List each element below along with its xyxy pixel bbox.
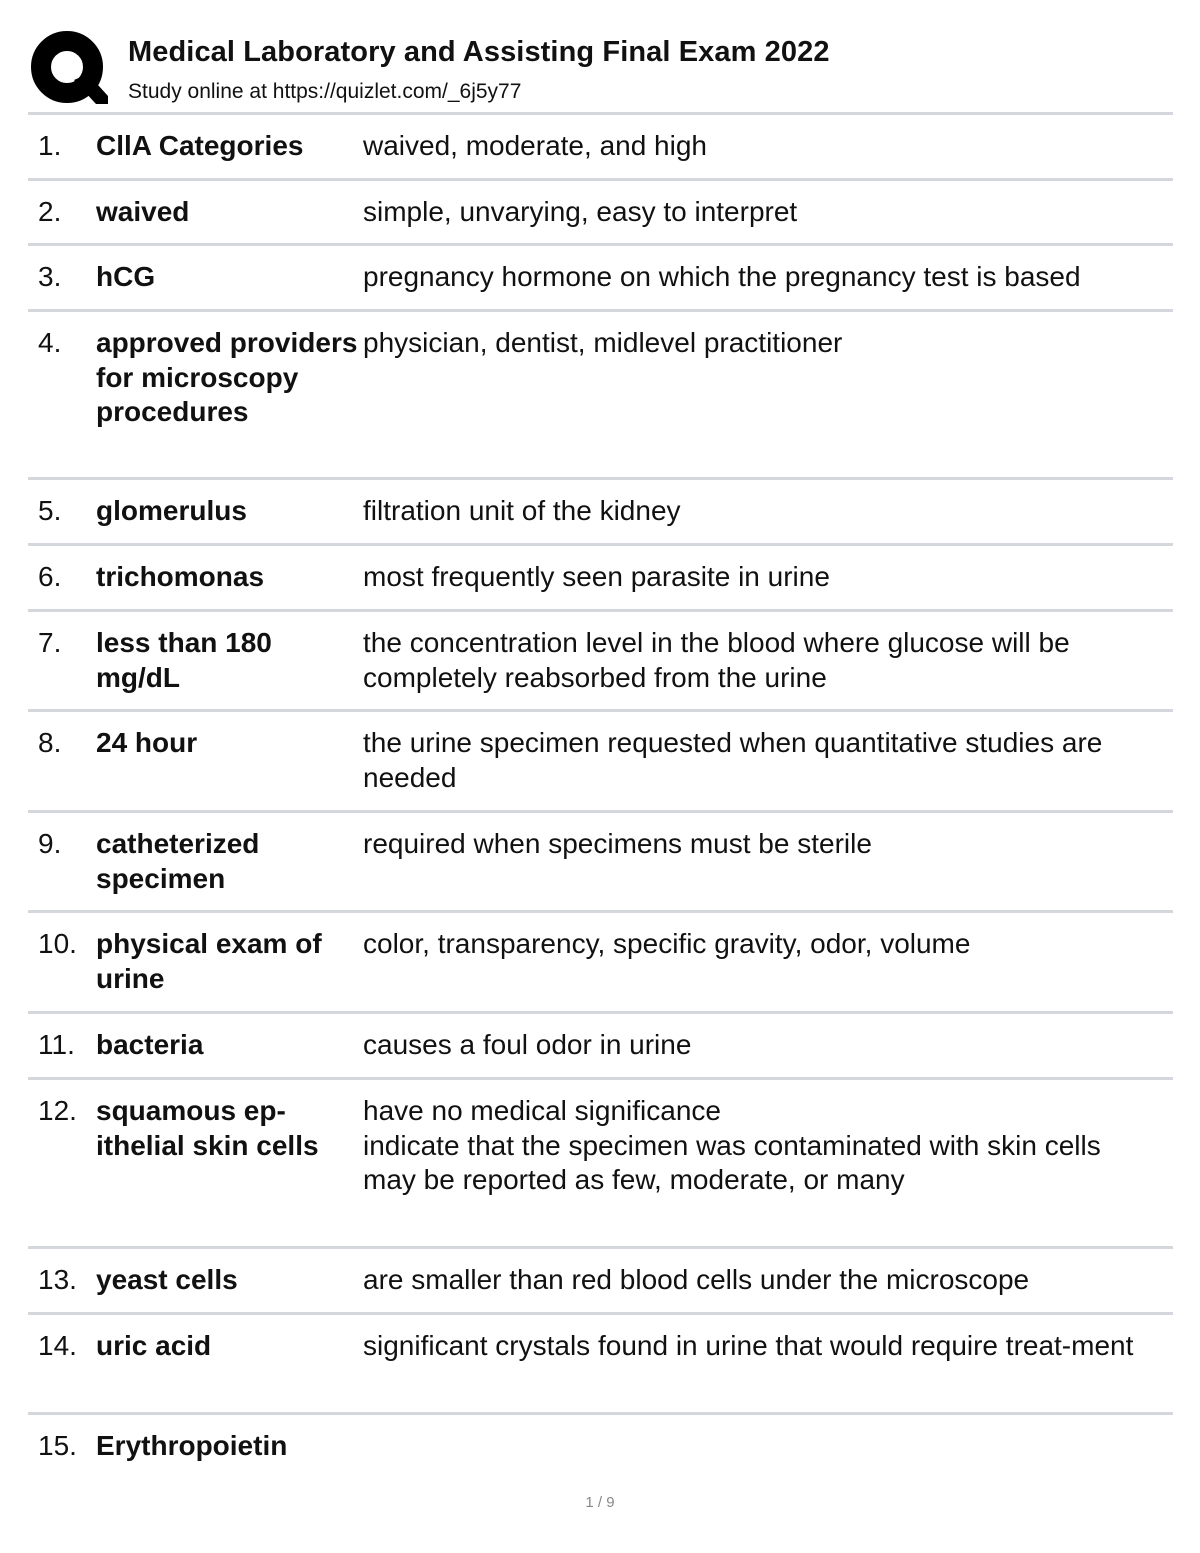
card-definition [363, 129, 1163, 164]
definition-line: simple, unvarying, easy to interpret [363, 196, 798, 227]
quizlet-q-logo-icon [30, 30, 108, 108]
card-number: 4. [38, 327, 62, 358]
definition-line: the urine specimen requested when quantitative studies are needed [363, 727, 1111, 793]
flashcard-row [28, 477, 1173, 543]
card-definition [363, 626, 1163, 695]
definition-line: are smaller than red blood cells under the microscope [363, 1264, 1030, 1295]
card-number: 15. [38, 1430, 77, 1461]
card-definition [363, 1094, 1163, 1198]
definition-line: most frequently seen parasite in urine [363, 561, 830, 592]
flashcard-row [28, 112, 1173, 178]
card-number: 3. [38, 261, 62, 292]
card-definition [363, 494, 1163, 529]
definition-line: indicate that the specimen was contaminated with skin cells [363, 1129, 1101, 1161]
card-term: CllA Categories [96, 130, 304, 161]
card-number: 9. [38, 828, 62, 859]
card-number: 8. [38, 727, 62, 758]
definition-line: pregnancy hormone on which the pregnancy test is based [363, 261, 1081, 292]
card-term: physical exam of urine [96, 928, 322, 994]
definition-line: required when specimens must be sterile [363, 828, 872, 859]
definition-line: the concentration level in the blood where glucose will be completely reabsorbed from the urine [363, 627, 1078, 693]
card-term: catheterized specimen [96, 828, 260, 894]
card-term: 24 hour [96, 727, 198, 758]
card-number: 6. [38, 561, 62, 592]
card-number: 1. [38, 130, 62, 161]
definition-line: may be reported as few, moderate, or many [363, 1164, 905, 1195]
card-number: 5. [38, 495, 62, 526]
flashcard-row [28, 1011, 1173, 1077]
card-definition [363, 326, 1163, 361]
card-number: 14. [38, 1330, 77, 1361]
card-definition [363, 195, 1163, 230]
page-header [30, 30, 1175, 110]
card-definition [363, 927, 1163, 962]
card-term: hCG [96, 261, 156, 292]
flashcard-row [28, 309, 1173, 477]
card-term: squamous ep-ithelial skin cells [96, 1095, 319, 1161]
definition-line: have no medical significance [363, 1095, 721, 1126]
flashcard-row [28, 609, 1173, 709]
card-term: waived [96, 196, 190, 227]
card-number: 2. [38, 196, 62, 227]
flashcard-row [28, 543, 1173, 609]
card-term: trichomonas [96, 561, 265, 592]
card-term: bacteria [96, 1029, 204, 1060]
card-term: uric acid [96, 1330, 212, 1361]
page-number: 1 / 9 [585, 1494, 615, 1511]
card-term: less than 180 mg/dL [96, 627, 272, 693]
flashcard-row [28, 910, 1173, 1011]
definition-line: filtration unit of the kidney [363, 495, 681, 526]
flashcard-row [28, 178, 1173, 243]
flashcard-row [28, 810, 1173, 910]
card-number: 12. [38, 1095, 77, 1126]
card-definition [363, 1028, 1163, 1063]
card-definition [363, 726, 1163, 795]
definition-line: significant crystals found in urine that would require treat-ment [363, 1330, 1134, 1361]
card-term: yeast cells [96, 1264, 238, 1295]
study-link-text: Study online at https://quizlet.com/_6j5y77 [128, 80, 522, 103]
definition-line: causes a foul odor in urine [363, 1029, 692, 1060]
card-number: 7. [38, 627, 62, 658]
card-definition [363, 260, 1163, 295]
card-definition [363, 560, 1163, 595]
definition-line: waived, moderate, and high [363, 130, 707, 161]
card-number: 10. [38, 928, 77, 959]
flashcard-row [28, 709, 1173, 810]
card-definition [363, 1263, 1163, 1298]
card-term: Erythropoietin [96, 1430, 288, 1461]
card-term: approved providers for microscopy procedures [96, 327, 358, 427]
page-title: Medical Laboratory and Assisting Final Exam 2022 [128, 36, 830, 68]
flashcard-row [28, 1077, 1173, 1246]
flashcard-row [28, 243, 1173, 309]
definition-line: physician, dentist, midlevel practitioner [363, 327, 843, 358]
card-definition [363, 827, 1163, 862]
flashcard-row [28, 1246, 1173, 1312]
card-number: 11. [38, 1029, 75, 1060]
definition-line: color, transparency, specific gravity, odor, volume [363, 928, 971, 959]
flashcard-row [28, 1312, 1173, 1412]
card-number: 13. [38, 1264, 77, 1295]
card-definition [363, 1329, 1163, 1364]
card-term: glomerulus [96, 495, 247, 526]
